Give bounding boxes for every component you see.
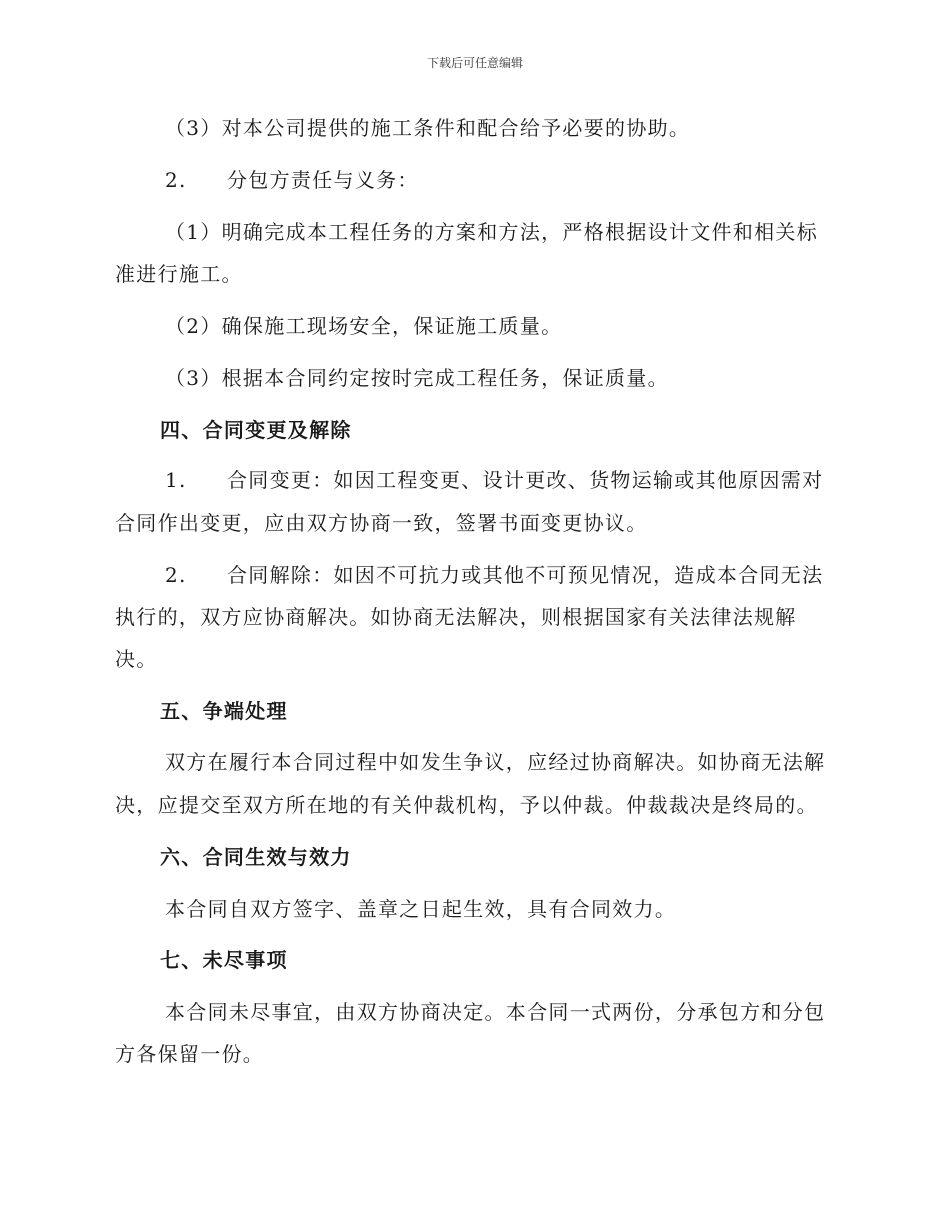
section-heading: 四、合同变更及解除	[160, 418, 352, 442]
clause-line: 合同变更：如因工程变更、设计更改、货物运输或其他原因需对	[227, 468, 824, 492]
clause-line: （1）明确完成本工程任务的方案和方法，严格根据设计文件和相关标	[165, 220, 819, 244]
clause-line: 合同作出变更，应由双方协商一致，签署书面变更协议。	[115, 511, 648, 535]
clause-line: 合同解除：如因不可抗力或其他不可预见情况，造成本合同无法	[227, 563, 824, 587]
clause-line: （3）根据本合同约定按时完成工程任务，保证质量。	[165, 366, 669, 390]
item-number: 1.	[165, 468, 187, 492]
clause-line: 执行的，双方应协商解决。如协商无法解决，则根据国家有关法律法规解	[115, 605, 797, 629]
item-number: 2.	[165, 168, 187, 192]
page-header: 下载后可任意编辑	[426, 56, 523, 70]
clause-line: 决，应提交至双方所在地的有关仲裁机构，予以仲裁。仲裁裁决是终局的。	[115, 793, 818, 817]
clause-line: 准进行施工。	[115, 262, 243, 286]
clause-line: （3）对本公司提供的施工条件和配合给予必要的协助。	[165, 116, 691, 140]
section-heading: 五、争端处理	[160, 699, 288, 723]
section-subtitle: 分包方责任与义务：	[227, 168, 419, 192]
clause-line: 本合同未尽事宜，由双方协商决定。本合同一式两份，分承包方和分包	[165, 1000, 826, 1024]
item-number: 2.	[165, 563, 187, 587]
clause-line: 本合同自双方签字、盖章之日起生效，具有合同效力。	[165, 897, 677, 921]
clause-line: 决。	[115, 647, 158, 671]
clause-line: 双方在履行本合同过程中如发生争议，应经过协商解决。如协商无法解	[165, 750, 826, 774]
clause-line: 方各保留一份。	[115, 1042, 265, 1066]
section-heading: 七、未尽事项	[160, 948, 288, 972]
section-heading: 六、合同生效与效力	[160, 845, 352, 869]
clause-line: （2）确保施工现场安全，保证施工质量。	[165, 314, 563, 338]
